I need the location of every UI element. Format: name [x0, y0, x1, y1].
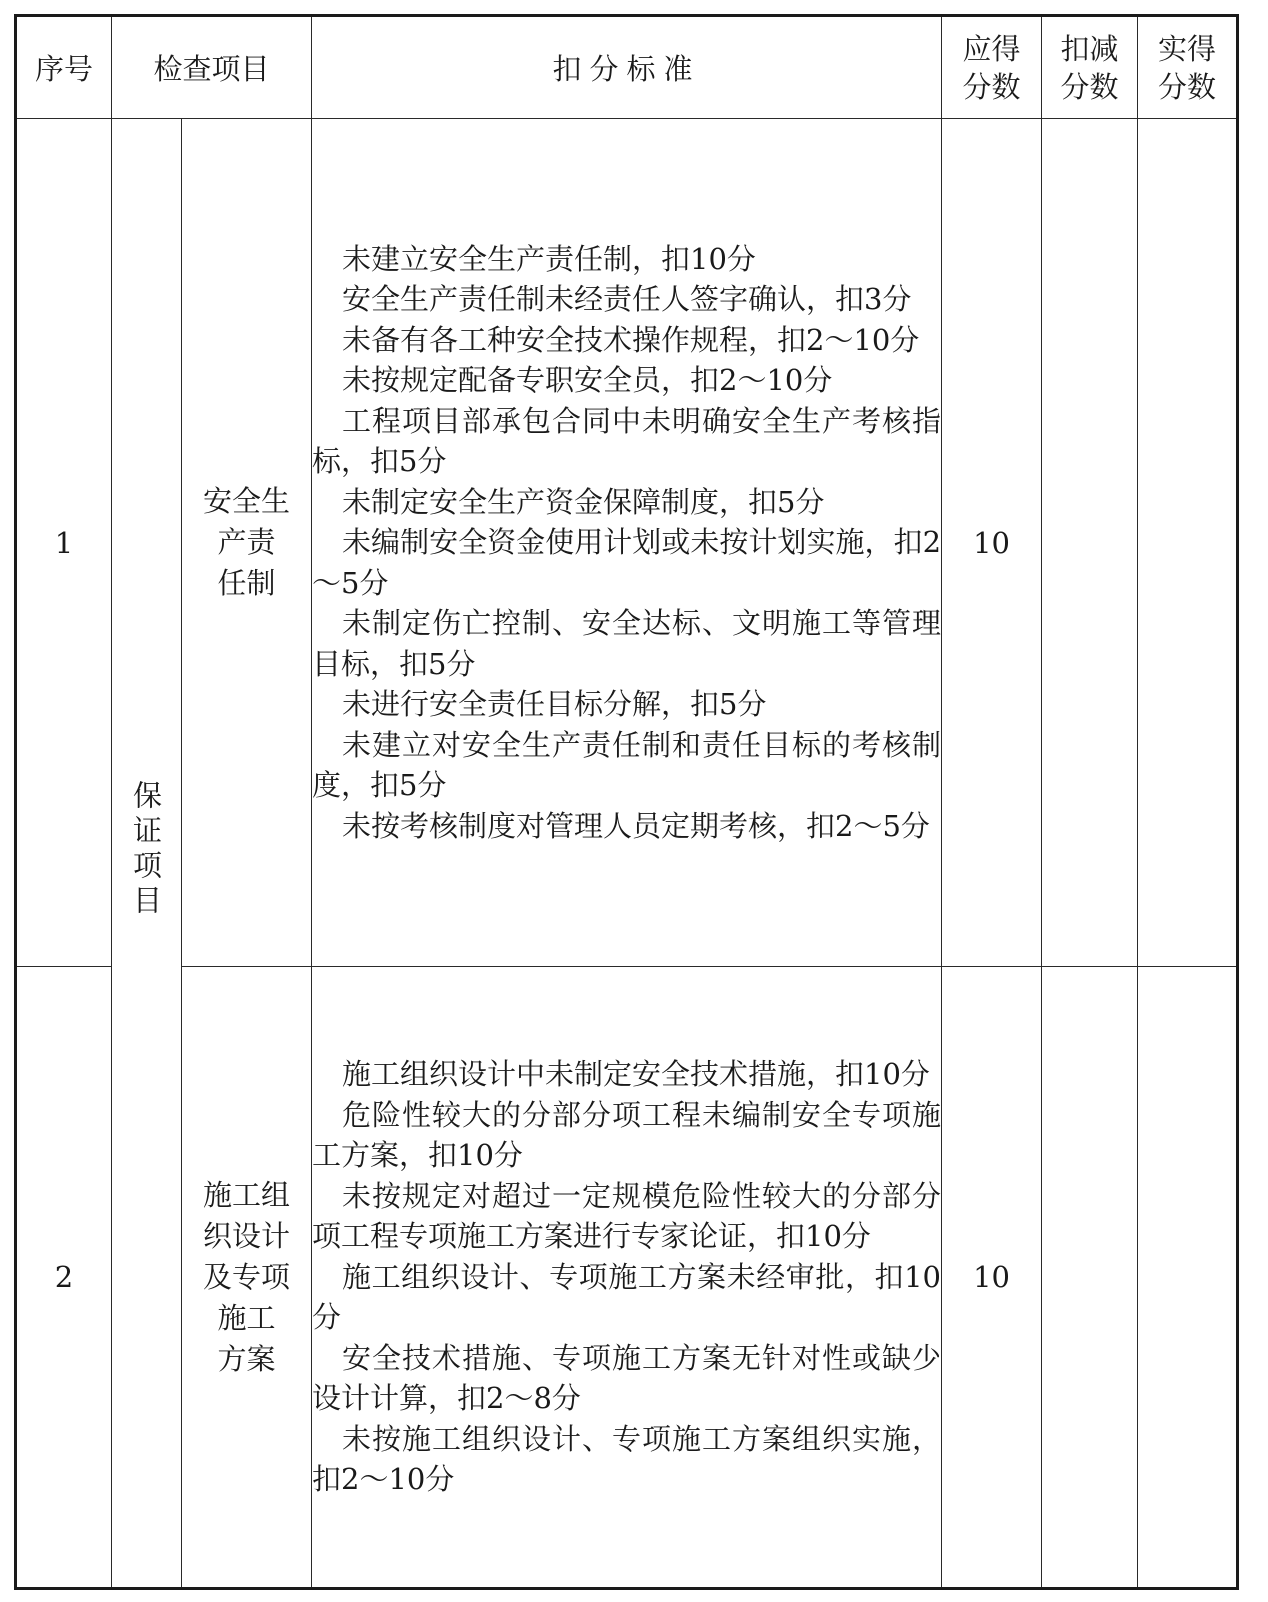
row-score-due: 10 — [942, 119, 1042, 967]
row-item-name — [182, 119, 312, 967]
inspection-table — [14, 14, 1239, 1590]
criteria-line: 未按规定配备专职安全员，扣2～10分 — [342, 363, 833, 398]
criteria-line: 危险性较大的分部分项工程未编制安全专项施工方案，扣10分 — [312, 1097, 942, 1173]
header-score-deducted — [1042, 16, 1138, 119]
row-score-actual[interactable] — [1138, 967, 1238, 1589]
criteria-line: 未制定伤亡控制、安全达标、文明施工等管理目标，扣5分 — [312, 606, 942, 681]
row-seq: 2 — [16, 967, 112, 1589]
criteria-line: 未建立对安全生产责任制和责任目标的考核制度，扣5分 — [312, 727, 942, 803]
criteria-line: 安全技术措施、专项施工方案无针对性或缺少设计计算，扣2～8分 — [312, 1340, 942, 1416]
row-seq: 1 — [16, 119, 112, 967]
header-score-actual-line-2: 分数 — [1158, 69, 1217, 104]
group-label: 保证项目 — [129, 779, 163, 920]
header-score-due-line-1: 应得 — [962, 31, 1021, 66]
criteria-line: 未备有各工种安全技术操作规程，扣2～10分 — [342, 322, 920, 357]
criteria-line: 未建立安全生产责任制，扣10分 — [342, 241, 756, 276]
criteria-line: 工程项目部承包合同中未明确安全生产考核指标，扣5分 — [312, 403, 942, 479]
table-row — [16, 967, 1238, 1589]
header-check-item: 检查项目 — [112, 16, 312, 119]
criteria-line: 未按考核制度对管理人员定期考核，扣2～5分 — [342, 808, 930, 843]
item-name-line: 织设计 — [203, 1218, 291, 1253]
header-score-actual-line-1: 实得 — [1158, 31, 1217, 66]
item-name-line: 安全生 — [203, 484, 291, 518]
header-score-actual — [1138, 16, 1238, 119]
criteria-line: 未制定安全生产资金保障制度，扣5分 — [342, 484, 825, 519]
criteria-line: 未编制安全资金使用计划或未按计划实施，扣2～5分 — [312, 525, 942, 600]
header-seq: 序号 — [16, 16, 112, 119]
row-score-deducted[interactable] — [1042, 967, 1138, 1589]
criteria-line: 施工组织设计、专项施工方案未经审批，扣10分 — [312, 1259, 942, 1335]
item-name-line: 施工 — [217, 1300, 276, 1335]
item-name-line: 方案 — [217, 1341, 276, 1376]
header-score-due-line-2: 分数 — [962, 69, 1021, 104]
table-header-row — [16, 16, 1238, 119]
criteria-line: 未进行安全责任目标分解，扣5分 — [342, 687, 767, 722]
criteria-line: 安全生产责任制未经责任人签字确认，扣3分 — [342, 282, 912, 317]
criteria-line: 未按施工组织设计、专项施工方案组织实施，扣2～10分 — [312, 1421, 942, 1497]
criteria-line: 未按规定对超过一定规模危险性较大的分部分项工程专项施工方案进行专家论证，扣10分 — [312, 1178, 942, 1254]
header-score-deducted-line-1: 扣减 — [1060, 31, 1119, 66]
row-score-deducted[interactable] — [1042, 119, 1138, 967]
item-name-line: 及专项 — [203, 1259, 291, 1294]
header-criteria: 扣分标准 — [312, 16, 942, 119]
row-score-actual[interactable] — [1138, 119, 1238, 967]
row-criteria — [312, 967, 942, 1589]
header-score-due — [942, 16, 1042, 119]
item-name-line: 施工组 — [203, 1177, 291, 1212]
row-score-due: 10 — [942, 967, 1042, 1589]
item-name-line: 产责 — [217, 525, 276, 559]
header-score-deducted-line-2: 分数 — [1060, 69, 1119, 104]
row-criteria — [312, 119, 942, 967]
group-cell — [112, 119, 182, 1589]
table-row — [16, 119, 1238, 967]
item-name-line: 任制 — [217, 566, 276, 600]
criteria-line: 施工组织设计中未制定安全技术措施，扣10分 — [342, 1057, 930, 1092]
row-item-name — [182, 967, 312, 1589]
